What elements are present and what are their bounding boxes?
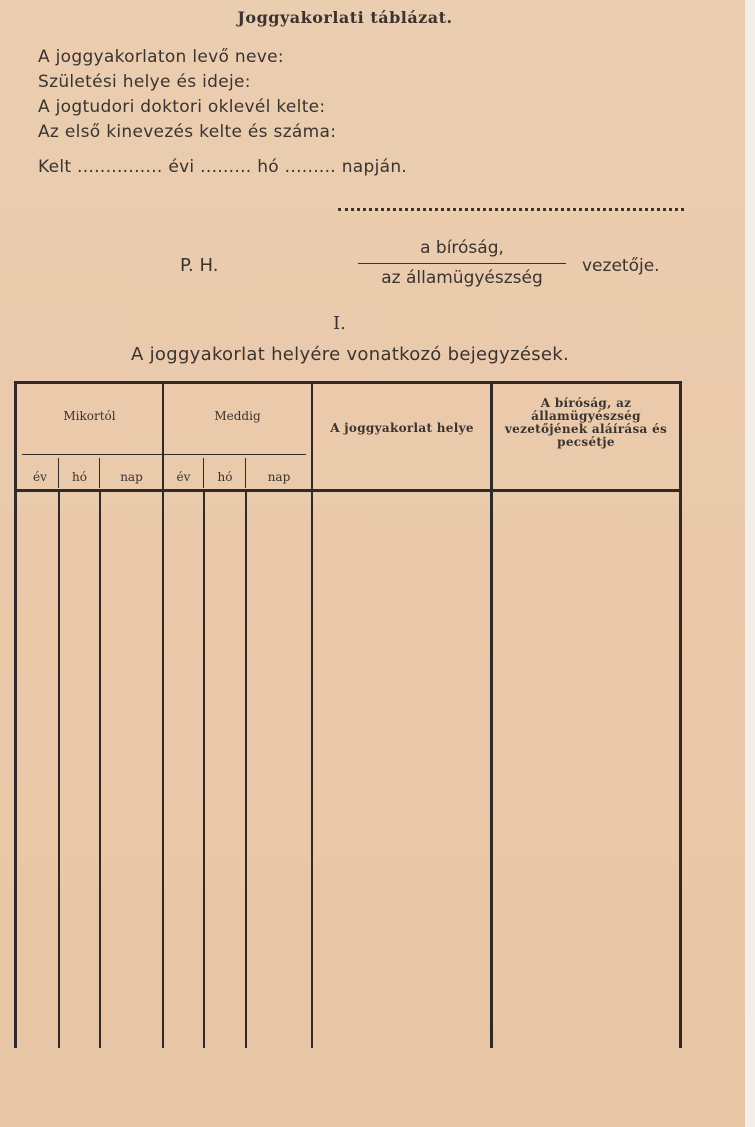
- form-title: Joggyakorlati táblázat.: [237, 8, 453, 27]
- table-header-rule: [14, 489, 682, 492]
- col-sep-signature: [490, 384, 493, 1048]
- field-name-label: A joggyakorlaton levő neve:: [38, 47, 284, 67]
- hdr-sep-ho-1: [58, 458, 59, 488]
- section-number: I.: [333, 313, 346, 334]
- table-right-border: [679, 384, 682, 1048]
- kelt-line: Kelt ............... évi ......... hó ......... napján.: [38, 157, 408, 177]
- subheader-ho-2: hó: [217, 470, 233, 484]
- header-place: A joggyakorlat helye: [330, 421, 474, 435]
- field-diploma-label: A jogtudori doktori oklevél kelte:: [38, 97, 326, 117]
- col-sep-place: [311, 384, 313, 1048]
- signature-prosecution-label: az államügyészség: [381, 268, 543, 288]
- col-sep-ho-1: [58, 492, 60, 1048]
- col-sep-nap-1: [99, 492, 101, 1048]
- signature-fraction-line: [358, 263, 566, 264]
- signature-head-label: vezetője.: [582, 256, 660, 276]
- hdr-sep-nap-2: [245, 458, 246, 488]
- header-until: Meddig: [214, 409, 261, 423]
- date-subheader-rule: [22, 454, 306, 455]
- section-title: A joggyakorlat helyére vonatkozó bejegyzések.: [130, 344, 569, 365]
- signature-court-label: a bíróság,: [420, 238, 504, 258]
- field-birth-label: Születési helye és ideje:: [38, 72, 251, 92]
- header-signature: A bíróság, az államügyészség vezetőjének aláírása és pecsétje: [504, 396, 668, 449]
- seal-placeholder: P. H.: [180, 255, 219, 276]
- col-sep-ho-2: [203, 492, 205, 1048]
- hdr-sep-nap-1: [99, 458, 100, 488]
- field-appointment-label: Az első kinevezés kelte és száma:: [38, 122, 337, 142]
- header-from: Mikortól: [63, 409, 116, 423]
- table-left-border: [14, 384, 17, 1048]
- signature-dotted-line: [338, 208, 684, 215]
- subheader-nap-2: nap: [267, 470, 291, 484]
- subheader-ev-2: év: [176, 470, 191, 484]
- subheader-ev-1: év: [33, 470, 47, 484]
- hdr-sep-ho-2: [203, 458, 204, 488]
- table-top-rule: [14, 381, 682, 384]
- subheader-ho-1: hó: [72, 470, 87, 484]
- page-edge: [745, 0, 755, 1127]
- col-sep-nap-2: [245, 492, 247, 1048]
- subheader-nap-1: nap: [120, 470, 143, 484]
